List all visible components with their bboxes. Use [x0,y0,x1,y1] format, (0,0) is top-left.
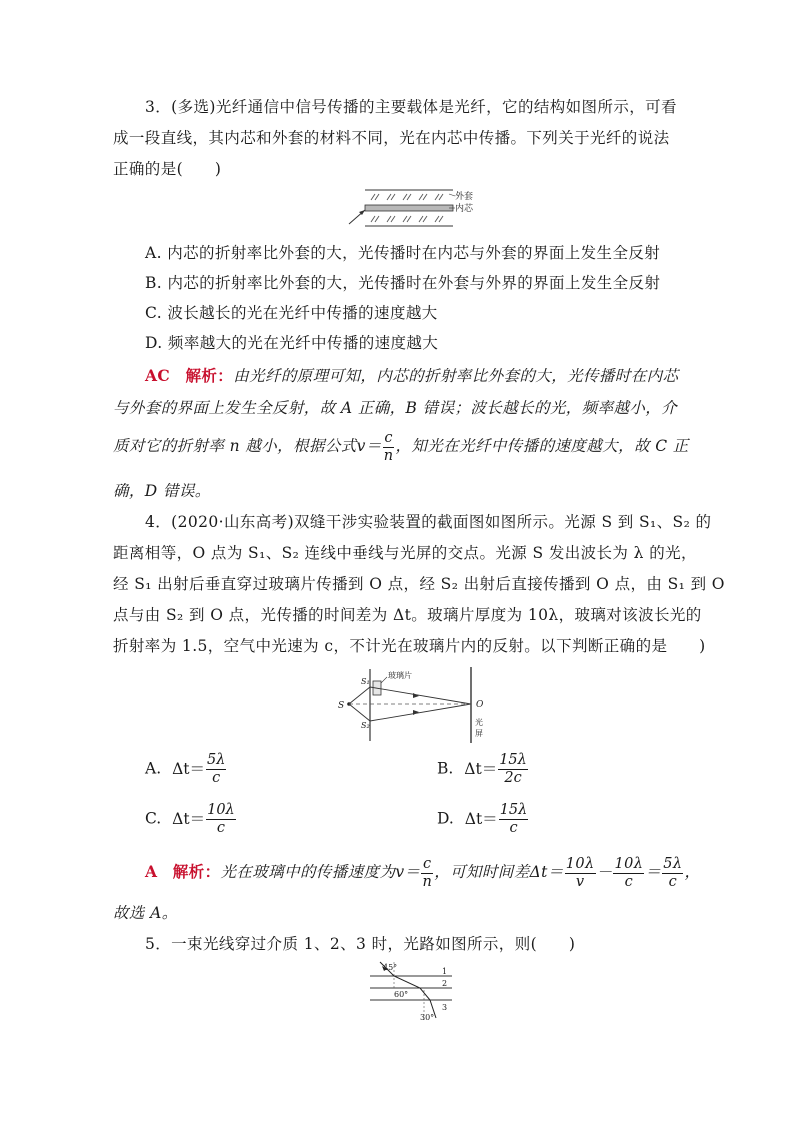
q4-analysis-label: 解析： [172,862,221,881]
q3-analysis-line-1 [145,365,715,387]
medium-2: 2 [442,979,448,988]
q4-stem-line-1: 4．(2020·山东高考)双缝干涉实验装置的截面图如图所示。光源 S 到 S₁、S₂ 的 [145,513,712,531]
q4-stem-line-2: 距离相等，O 点为 S₁、S₂ 连线中垂线与光屏的交点。光源 S 发出波长为 λ 的光， [113,544,697,562]
q4-stem-line-5: 折射率为 1.5，空气中光速为 c，不计光在玻璃片内的反射。以下判断正确的是 ) [113,637,706,655]
q3-formula-lhs: v＝ [356,437,382,455]
q4-option-d: D. Δt＝ $\frac{15\lambda}{c}$ [437,802,528,836]
fiber-label-outer: 外套 [455,192,474,202]
q3-stem-line-2: 成一段直线，其内芯和外套的材料不同，光在内芯中传播。下列关于光纤的说法 [113,129,670,147]
medium-3: 3 [442,1003,448,1012]
label-glass: 玻璃片 [388,671,412,680]
fiber-label-core: 内芯 [455,204,474,214]
q3-analysis-line-4: 确，D 错误。 [113,482,211,500]
label-o: O [476,700,484,710]
q3-formula-num: c [384,429,393,446]
label-s2: S₂ [361,721,370,730]
q4-option-c: C. Δt＝ $\frac{10\lambda}{c}$ [145,802,235,836]
double-slit-diagram [335,665,505,745]
refraction-diagram [360,960,460,1024]
angle-45: 45° [383,963,398,972]
label-s: S [338,701,345,711]
q3-option-b: B. 内芯的折射率比外套的大，光传播时在外套与外界的界面上发生全反射 [145,274,661,292]
q4-analysis-line-2: 故选 A。 [113,904,178,922]
q3-analysis-line-2: 与外套的界面上发生全反射，故 A 正确，B 错误；波长越长的光，频率越小，介 [113,399,678,417]
q3-var-n: n [229,437,241,455]
q4-option-b: B. Δt＝ $\frac{15\lambda}{2c}$ [437,752,527,786]
q3-analysis-text-3b: 越小，根据公式 [245,437,357,455]
q4-stem-line-3: 经 S₁ 出射后垂直穿过玻璃片传播到 O 点，经 S₂ 出射后直接传播到 O 点，由 S₁ 到 O [113,575,725,593]
angle-30: 30° [420,1013,435,1022]
q3-analysis-text-1: 由光纤的原理可知，内芯的折射率比外套的大，光传播时在内芯 [233,367,679,385]
label-screen-1: 光 [475,718,483,727]
medium-1: 1 [442,967,448,976]
q3-analysis-text-3c: ，知光在光纤中传播的速度越大，故 C 正 [395,437,689,455]
q3-option-d: D. 频率越大的光在光纤中传播的速度越大 [145,334,439,352]
angle-60: 60° [394,990,409,999]
q3-formula-den: n [383,447,394,464]
q3-analysis-label: 解析： [185,366,234,385]
label-s1: S₁ [361,677,370,686]
q3-option-a: A. 内芯的折射率比外套的大，光传播时在内芯与外套的界面上发生全反射 [145,244,661,262]
q3-stem-line-1: 3．(多选)光纤通信中信号传播的主要载体是光纤，它的结构如图所示，可看 [145,98,677,116]
q4-stem-line-4: 点与由 S₂ 到 O 点，光传播的时间差为 Δt。玻璃片厚度为 10λ，玻璃对该波长光的 [113,606,702,624]
q3-option-c: C. 波长越长的光在光纤中传播的速度越大 [145,304,438,322]
q4-option-a: A. Δt＝ $\frac{5\lambda}{c}$ [145,752,226,786]
q4-analysis-line-1: A 解析：光在玻璃中的传播速度为v＝ $\frac{c}{n}$ ，可知时间差Δt＝ $\frac{10\lambda}{v}$ － $\frac{10\lambda}{c}$ ＝ $\frac{5\lambda}{c}$ ， [145,855,701,890]
fiber-diagram [345,186,485,230]
q3-analysis-text-3a: 质对它的折射率 [113,437,225,455]
q3-stem-line-3: 正确的是( ) [113,160,222,178]
q4-answer: A [145,862,158,881]
q3-answer: AC [145,366,171,385]
q3-analysis-line-3 [113,428,689,465]
q5-stem: 5．一束光线穿过介质 1、2、3 时，光路如图所示，则( ) [145,935,576,953]
q3-formula-fraction [383,430,395,465]
label-screen-2: 屏 [475,729,483,738]
